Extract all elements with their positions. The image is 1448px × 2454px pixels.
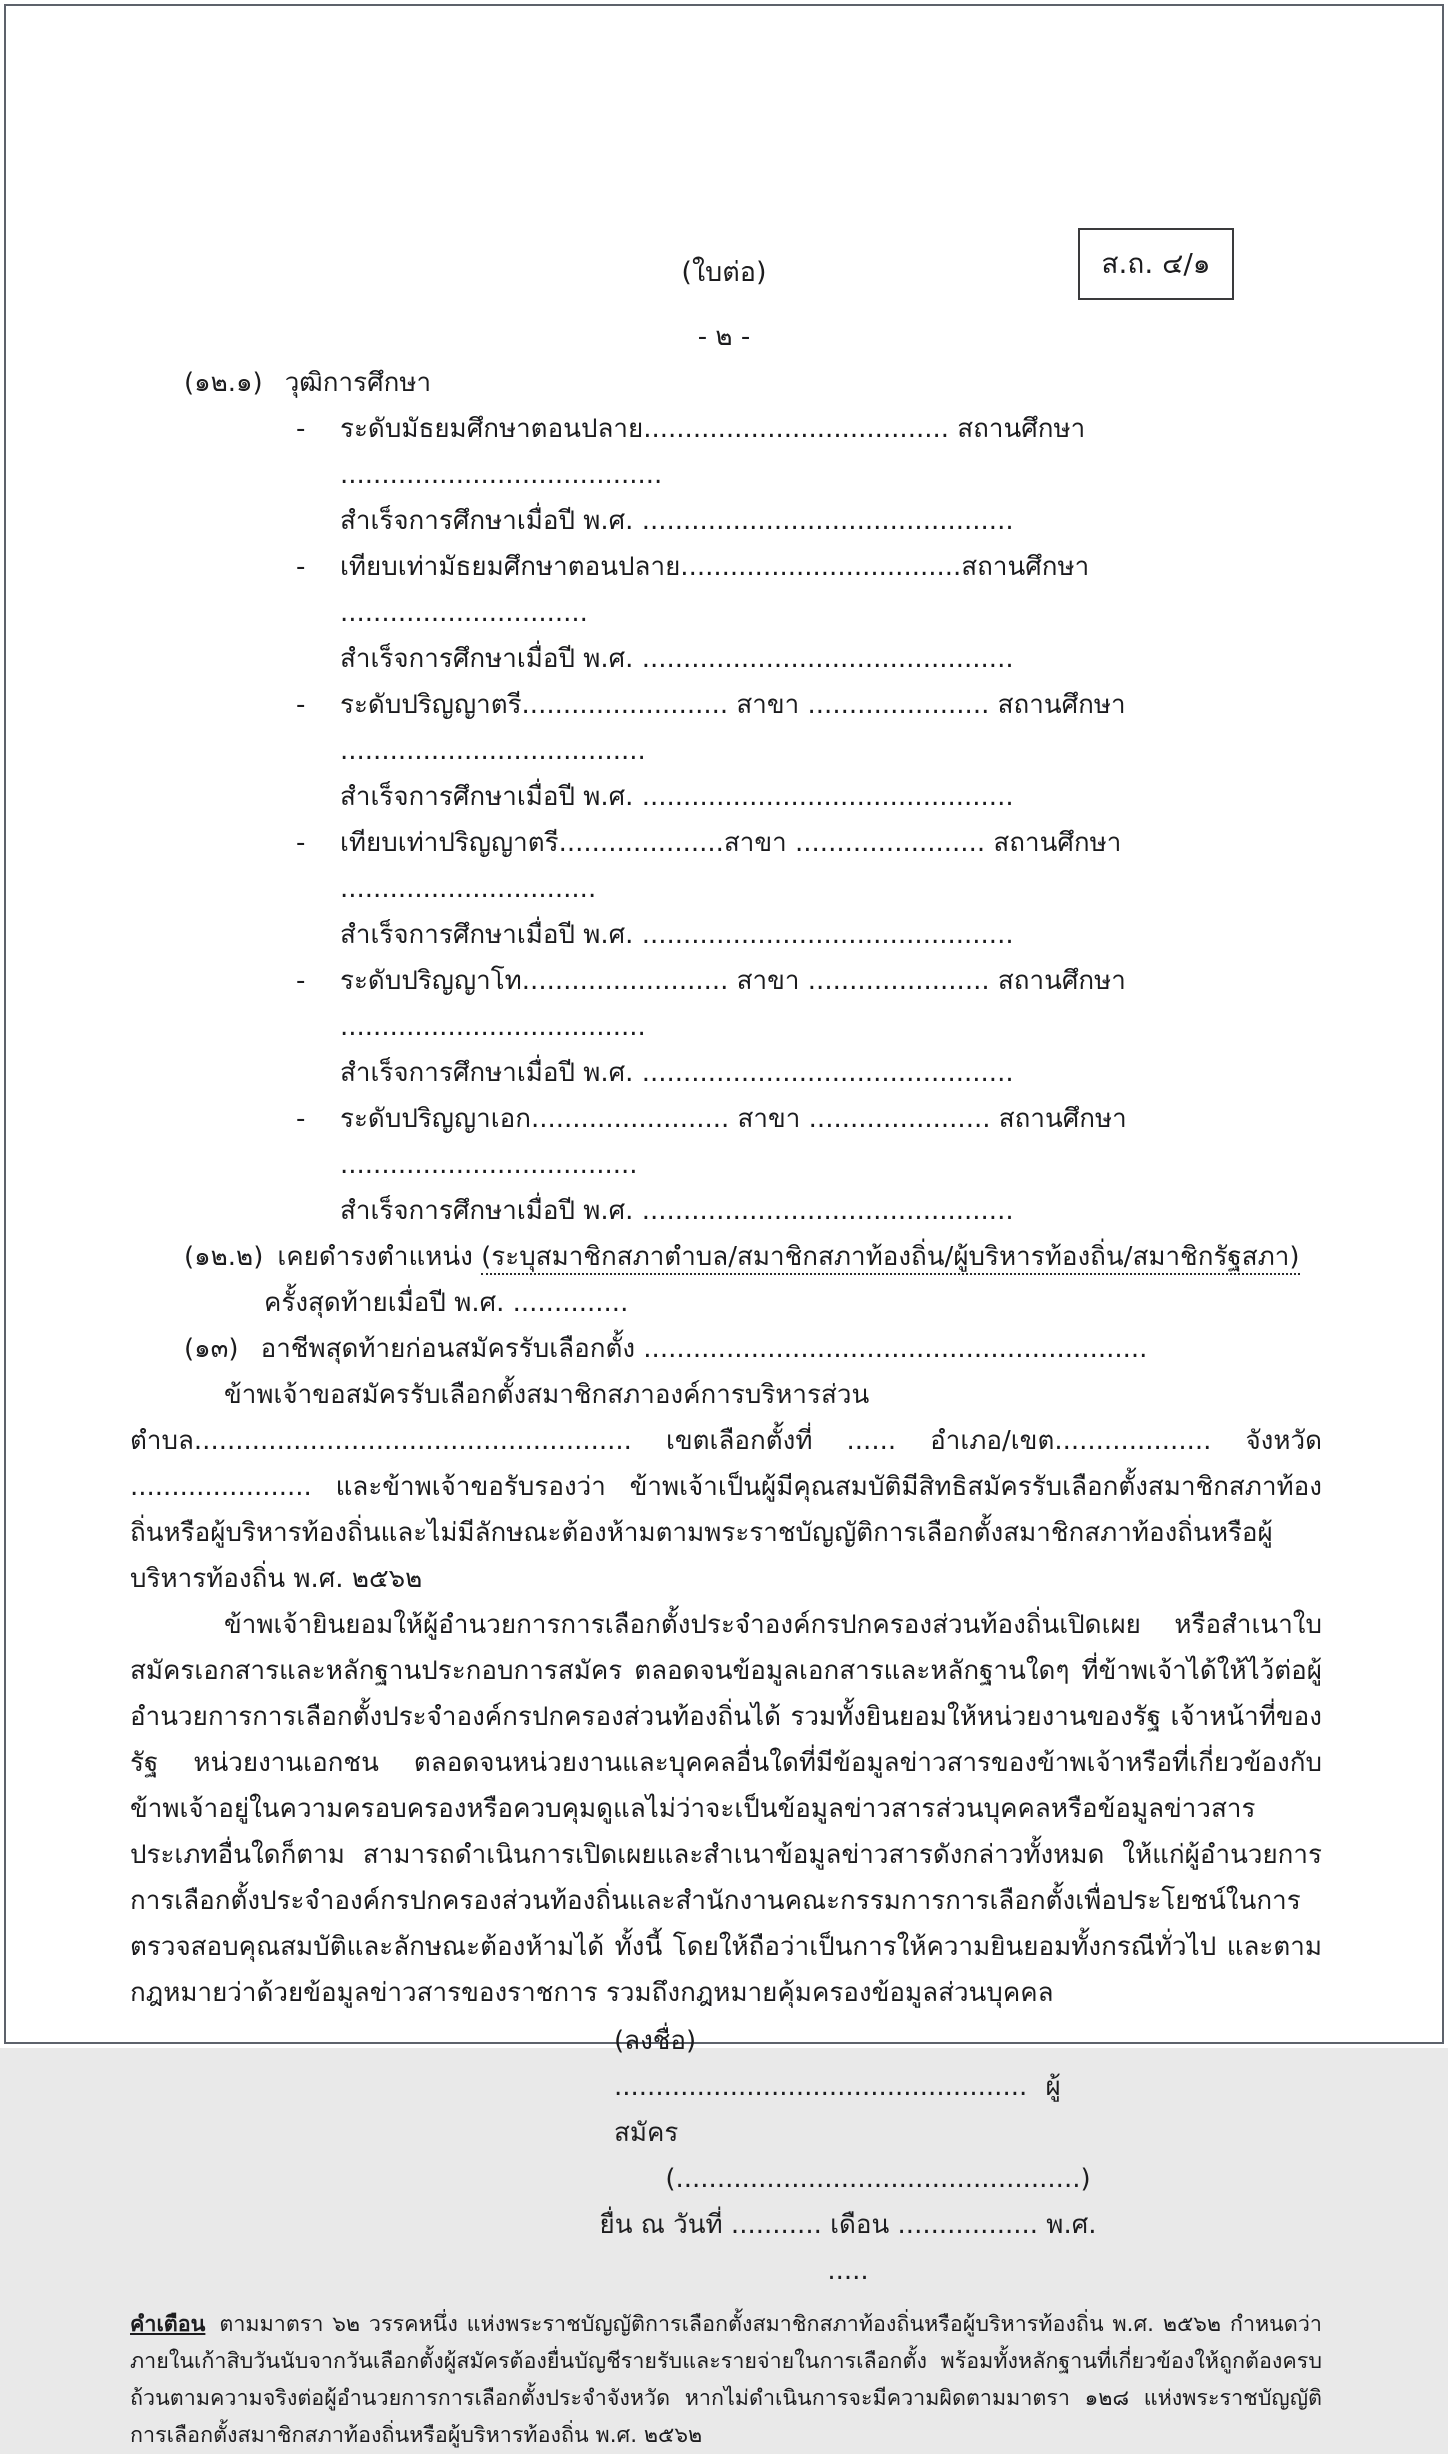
list-dash-bullet: - — [296, 1104, 306, 1134]
signature-block — [598, 2018, 1098, 2294]
education-item-doctorate — [296, 1096, 1322, 1234]
section-12-2-label: เคยดำรงตำแหน่ง — [277, 1242, 473, 1272]
graduation-year-field: สำเร็จการศึกษาเมื่อปี พ.ศ. ............................................. — [340, 1058, 1014, 1088]
list-dash-bullet: - — [296, 552, 306, 582]
candidacy-declaration-paragraph: ข้าพเจ้าขอสมัครรับเลือกตั้งสมาชิกสภาองค์การบริหารส่วนตำบล..................................................... เขตเลือกตั้งที่ ...... อำเภอ/เขต................... จังหวัด ...................... และข้าพเจ้าขอรับรองว่า ข้าพเจ้าเป็นผู้มีคุณสมบัติมีสิทธิสมัครรับเลือกตั้งสมาชิกสภาท้องถิ่นหรือผู้บริหารท้องถิ่นและไม่มีลักษณะต้องห้ามตามพระราชบัญญัติการเลือกตั้งสมาชิกสภาท้องถิ่นหรือผู้บริหารท้องถิ่น พ.ศ. ๒๕๖๒ — [130, 1380, 1322, 1594]
page-number: - ๒ - — [697, 322, 751, 352]
page-title: (ใบต่อ) — [681, 257, 767, 288]
section-12-1-number: (๑๒.๑) — [184, 368, 263, 398]
signer-role-label: ผู้สมัคร — [614, 2072, 1061, 2148]
position-type-note: (ระบุสมาชิกสภาตำบล/สมาชิกสภาท้องถิ่น/ผู้บริหารท้องถิ่น/สมาชิกรัฐสภา) — [481, 1242, 1299, 1275]
form-code: ส.ถ. ๔/๑ — [1101, 247, 1211, 280]
signature-label: (ลงชื่อ) — [614, 2026, 697, 2056]
education-level-field: เทียบเท่ามัธยมศึกษาตอนปลาย..................................สถานศึกษา .............................. — [340, 552, 1090, 628]
signature-line — [598, 2018, 1098, 2156]
section-12-1-header — [184, 360, 1322, 406]
education-level-field: ระดับปริญญาโท......................... สาขา ...................... สถานศึกษา ..................................... — [340, 966, 1126, 1042]
section-13 — [184, 1326, 1322, 1372]
education-item-highschool — [296, 406, 1322, 544]
consent-disclosure-paragraph: ข้าพเจ้ายินยอมให้ผู้อำนวยการการเลือกตั้งประจำองค์กรปกครองส่วนท้องถิ่นเปิดเผย หรือสำเนาใบสมัครเอกสารและหลักฐานประกอบการสมัคร ตลอดจนข้อมูลเอกสารและหลักฐานใดๆ ที่ข้าพเจ้าได้ให้ไว้ต่อผู้อำนวยการการเลือกตั้งประจำองค์กรปกครองส่วนท้องถิ่นได้ รวมทั้งยินยอมให้หน่วยงานของรัฐ เจ้าหน้าที่ของรัฐ หน่วยงานเอกชน ตลอดจนหน่วยงานและบุคคลอื่นใดที่มีข้อมูลข่าวสารของข้าพเจ้าหรือที่เกี่ยวข้องกับข้าพเจ้าอยู่ในความครอบครองหรือควบคุมดูแลไม่ว่าจะเป็นข้อมูลข่าวสารส่วนบุคคลหรือข้อมูลข่าวสารประเภทอื่นใดก็ตาม สามารถดำเนินการเปิดเผยและสำเนาข้อมูลข่าวสารดังกล่าวทั้งหมด ให้แก่ผู้อำนวยการการเลือกตั้งประจำองค์กรปกครองส่วนท้องถิ่นและสำนักงานคณะกรรมการการเลือกตั้งเพื่อประโยชน์ในการตรวจสอบคุณสมบัติและลักษณะต้องห้ามได้ ทั้งนี้ โดยให้ถือว่าเป็นการให้ความยินยอมทั้งกรณีทั่วไป และตามกฎหมายว่าด้วยข้อมูลข่าวสารของราชการ รวมถึงกฎหมายคุ้มครองข้อมูลส่วนบุคคล — [130, 1610, 1322, 2008]
submission-date-line: ยื่น ณ วันที่ ........... เดือน ................. พ.ศ. ..... — [599, 2210, 1097, 2286]
education-level-field: ระดับปริญญาเอก........................ สาขา ...................... สถานศึกษา .................................... — [340, 1104, 1127, 1180]
warning-footnote — [130, 2306, 1322, 2454]
list-dash-bullet: - — [296, 966, 306, 996]
graduation-year-field: สำเร็จการศึกษาเมื่อปี พ.ศ. ............................................. — [340, 782, 1014, 812]
graduation-year-field: สำเร็จการศึกษาเมื่อปี พ.ศ. ............................................. — [340, 920, 1014, 950]
warning-label: คำเตือน — [130, 2312, 206, 2337]
education-level-field: ระดับมัธยมศึกษาตอนปลาย..................................... สถานศึกษา ....................................... — [340, 414, 1086, 490]
education-item-highschool-equivalent — [296, 544, 1322, 682]
graduation-year-field: สำเร็จการศึกษาเมื่อปี พ.ศ. ............................................. — [340, 1196, 1014, 1226]
last-occupation-field: อาชีพสุดท้ายก่อนสมัครรับเลือกตั้ง ............................................................. — [260, 1334, 1148, 1364]
list-dash-bullet: - — [296, 690, 306, 720]
section-12-2 — [184, 1234, 1322, 1326]
section-13-number: (๑๓) — [184, 1334, 239, 1364]
education-item-master — [296, 958, 1322, 1096]
form-content — [130, 360, 1322, 2454]
graduation-year-field: สำเร็จการศึกษาเมื่อปี พ.ศ. ............................................. — [340, 644, 1014, 674]
education-level-field: เทียบเท่าปริญญาตรี....................สาขา ....................... สถานศึกษา ............................... — [340, 828, 1122, 904]
warning-text: ตามมาตรา ๖๒ วรรคหนึ่ง แห่งพระราชบัญญัติการเลือกตั้งสมาชิกสภาท้องถิ่นหรือผู้บริหารท้องถิ่น พ.ศ. ๒๕๖๒ กำหนดว่าภายในเก้าสิบวันนับจากวันเลือกตั้งผู้สมัครต้องยื่นบัญชีรายรับและรายจ่ายในการเลือกตั้ง พร้อมทั้งหลักฐานที่เกี่ยวข้องให้ถูกต้องครบถ้วนตามความจริงต่อผู้อำนวยการการเลือกตั้งประจำจังหวัด หากไม่ดำเนินการจะมีความผิดตามมาตรา ๑๒๘ แห่งพระราชบัญญัติการเลือกตั้งสมาชิกสภาท้องถิ่นหรือผู้บริหารท้องถิ่น พ.ศ. ๒๕๖๒ — [130, 2312, 1322, 2448]
signer-name-blank: (.................................................) — [665, 2164, 1091, 2194]
list-dash-bullet: - — [296, 828, 306, 858]
education-item-bachelor — [296, 682, 1322, 820]
education-level-field: ระดับปริญญาตรี......................... สาขา ...................... สถานศึกษา ..................................... — [340, 690, 1126, 766]
section-12-2-number: (๑๒.๒) — [184, 1242, 264, 1272]
graduation-year-field: สำเร็จการศึกษาเมื่อปี พ.ศ. ............................................. — [340, 506, 1014, 536]
signature-blank: .................................................. — [614, 2072, 1028, 2102]
section-12-1-title: วุฒิการศึกษา — [284, 368, 432, 398]
list-dash-bullet: - — [296, 414, 306, 444]
last-held-year-field: ครั้งสุดท้ายเมื่อปี พ.ศ. .............. — [264, 1288, 629, 1318]
education-item-bachelor-equivalent — [296, 820, 1322, 958]
